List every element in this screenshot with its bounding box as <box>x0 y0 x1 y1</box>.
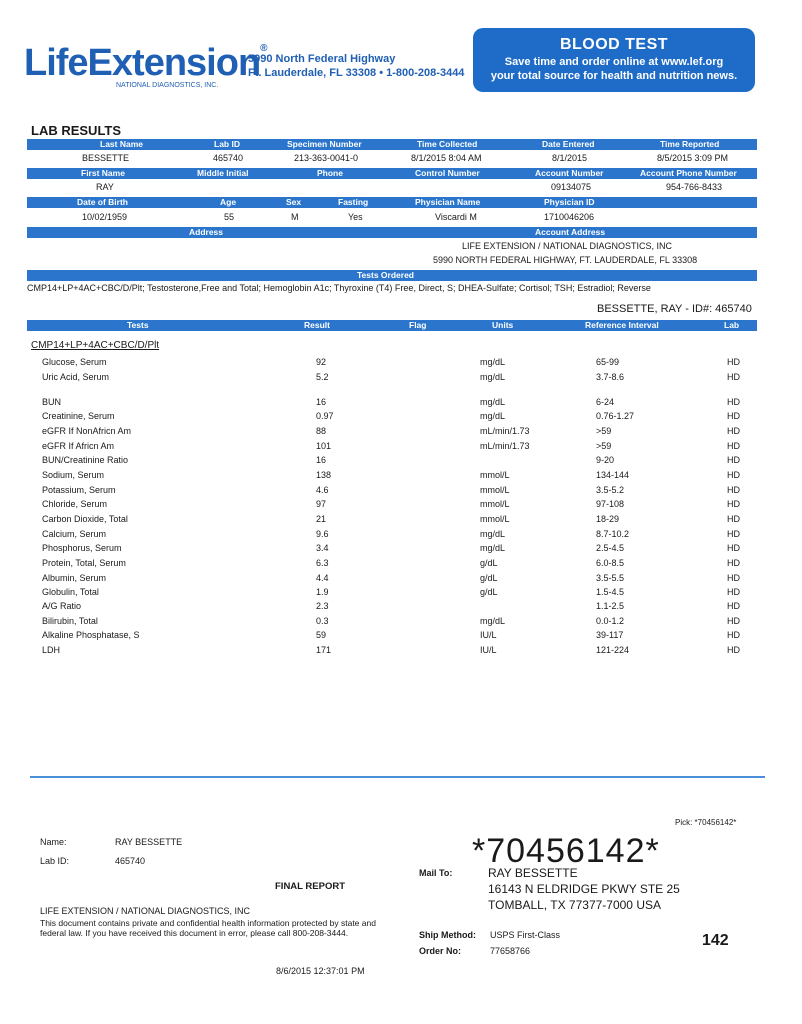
result-reference: 121-224 <box>596 645 630 655</box>
lab-id-value: 465740 <box>213 153 244 163</box>
result-units: mmol/L <box>480 470 510 480</box>
date-entered-value: 8/1/2015 <box>552 153 588 163</box>
result-lab: HD <box>727 411 740 421</box>
result-test-name: Globulin, Total <box>42 587 99 597</box>
tests-ordered-header <box>27 270 757 281</box>
result-units: mg/dL <box>480 397 506 407</box>
result-test-name: Phosphorus, Serum <box>42 543 122 553</box>
ship-method-value: USPS First-Class <box>490 930 561 940</box>
result-reference: 1.5-4.5 <box>596 587 625 597</box>
result-reference: 9-20 <box>596 455 615 465</box>
col-date-of-birth: Date of Birth <box>77 197 128 207</box>
result-units: mg/dL <box>480 357 506 367</box>
result-lab: HD <box>727 616 740 626</box>
results-header <box>27 320 757 331</box>
barcode-number: *70456142* <box>472 832 660 870</box>
final-report-label: FINAL REPORT <box>275 881 346 892</box>
result-value: 4.4 <box>316 573 329 583</box>
specimen-number-value: 213-363-0041-0 <box>294 153 359 163</box>
result-lab: HD <box>727 485 740 495</box>
result-lab: HD <box>727 426 740 436</box>
blood-test-banner <box>473 28 755 92</box>
result-units: mmol/L <box>480 499 510 509</box>
result-units: mg/dL <box>480 411 506 421</box>
page-number: 142 <box>702 932 729 949</box>
result-lab: HD <box>727 630 740 640</box>
result-test-name: Chloride, Serum <box>42 499 108 509</box>
account-number-value: 09134075 <box>551 182 592 192</box>
mail-address-2: TOMBALL, TX 77377-7000 USA <box>488 898 661 912</box>
result-reference: >59 <box>596 426 612 436</box>
banner-line1: Save time and order online at www.lef.org <box>504 56 724 68</box>
result-lab: HD <box>727 372 740 382</box>
col-physician-name: Physician Name <box>415 197 481 207</box>
result-lab: HD <box>727 397 740 407</box>
result-test-name: Bilirubin, Total <box>42 616 98 626</box>
result-value: 5.2 <box>316 372 329 382</box>
result-reference: 65-99 <box>596 357 620 367</box>
result-units: mmol/L <box>480 514 510 524</box>
result-value: 138 <box>316 470 332 480</box>
result-units: IU/L <box>480 630 497 640</box>
physician-name-value: Viscardi M <box>435 212 477 222</box>
col-time-collected: Time Collected <box>417 139 478 149</box>
patient-id-line: BESSETTE, RAY - ID#: 465740 <box>597 303 752 315</box>
logo-subtitle: NATIONAL DIAGNOSTICS, INC. <box>116 82 219 89</box>
result-test-name: eGFR If NonAfricn Am <box>42 426 132 436</box>
last-name-value: BESSETTE <box>82 153 130 163</box>
col-result: Result <box>304 320 330 330</box>
result-test-name: BUN <box>42 397 62 407</box>
result-reference: 3.5-5.5 <box>596 573 625 583</box>
col-first-name: First Name <box>81 168 125 178</box>
result-lab: HD <box>727 558 740 568</box>
patient-values-row-1 <box>27 152 757 165</box>
col-sex: Sex <box>286 197 302 207</box>
result-test-name: eGFR If Africn Am <box>42 441 115 451</box>
col-phone: Phone <box>317 168 343 178</box>
company-address-line2: Ft. Lauderdale, FL 33308 • 1-800-208-3444 <box>248 67 465 79</box>
result-test-name: Albumin, Serum <box>42 573 107 583</box>
dob-value: 10/02/1959 <box>82 212 128 222</box>
mail-to-label: Mail To: <box>419 868 453 878</box>
banner-line2: your total source for health and nutrition news. <box>490 70 738 82</box>
org-name: LIFE EXTENSION / NATIONAL DIAGNOSTICS, INC <box>40 906 251 916</box>
result-test-name: Potassium, Serum <box>42 485 116 495</box>
result-value: 16 <box>316 397 327 407</box>
sex-value: M <box>291 212 299 222</box>
account-address-line2 <box>27 254 757 267</box>
result-lab: HD <box>727 499 740 509</box>
report-timestamp: 8/6/2015 12:37:01 PM <box>276 966 365 976</box>
result-test-name: Carbon Dioxide, Total <box>42 514 128 524</box>
result-value: 88 <box>316 426 327 436</box>
result-reference: 97-108 <box>596 499 625 509</box>
result-test-name: Alkaline Phosphatase, S <box>42 630 140 640</box>
banner-title: BLOOD TEST <box>559 36 669 53</box>
company-address-line1: 5990 North Federal Highway <box>248 53 396 65</box>
result-reference: 3.7-8.6 <box>596 372 625 382</box>
patient-header-row-2 <box>27 168 757 179</box>
result-value: 4.6 <box>316 485 329 495</box>
col-age: Age <box>220 197 237 207</box>
patient-values-row-2 <box>27 181 757 194</box>
result-units: g/dL <box>480 587 498 597</box>
result-reference: 2.5-4.5 <box>596 543 625 553</box>
result-lab: HD <box>727 573 740 583</box>
time-reported-value: 8/5/2015 3:09 PM <box>657 153 729 163</box>
tests-ordered-list: CMP14+LP+4AC+CBC/D/Plt; Testosterone,Free and Total; Hemoglobin A1c; Thyroxine (T4) Free, Direct, S; DHEA-Sulfate; Cortisol; TSH; Estradiol; Reverse <box>27 283 651 293</box>
result-lab: HD <box>727 645 740 655</box>
result-reference: 134-144 <box>596 470 630 480</box>
result-test-name: LDH <box>42 645 61 655</box>
result-reference: 0.0-1.2 <box>596 616 625 626</box>
col-units: Units <box>492 320 514 330</box>
patient-header-row-1 <box>27 139 757 150</box>
result-test-name: BUN/Creatinine Ratio <box>42 455 129 465</box>
result-reference: 3.5-5.2 <box>596 485 625 495</box>
labid-label: Lab ID: <box>40 856 70 866</box>
result-lab: HD <box>727 529 740 539</box>
result-reference: 6-24 <box>596 397 615 407</box>
result-test-name: A/G Ratio <box>42 601 82 611</box>
name-value: RAY BESSETTE <box>115 837 183 847</box>
result-lab: HD <box>727 587 740 597</box>
lab-results-title: LAB RESULTS <box>31 123 122 138</box>
result-units: mg/dL <box>480 543 506 553</box>
result-test-name: Uric Acid, Serum <box>42 372 110 382</box>
pick-code: Pick: *70456142* <box>675 818 737 827</box>
order-no-label: Order No: <box>419 946 462 956</box>
account-address-line1 <box>27 240 757 253</box>
result-units: mg/dL <box>480 616 506 626</box>
physician-id-value: 1710046206 <box>544 212 595 222</box>
result-value: 101 <box>316 441 332 451</box>
result-test-name: Creatinine, Serum <box>42 411 115 421</box>
result-test-name: Sodium, Serum <box>42 470 105 480</box>
mail-name: RAY BESSETTE <box>488 866 578 880</box>
tests-ordered-label: Tests Ordered <box>357 270 415 280</box>
result-units: mL/min/1.73 <box>480 426 530 436</box>
patient-header-row-4 <box>27 227 757 238</box>
result-units: g/dL <box>480 573 498 583</box>
result-lab: HD <box>727 543 740 553</box>
col-control-number: Control Number <box>415 168 480 178</box>
panel-name: CMP14+LP+4AC+CBC/D/Plt <box>31 340 160 351</box>
first-name-value: RAY <box>96 182 114 192</box>
col-flag: Flag <box>409 320 427 330</box>
col-address: Address <box>189 227 224 237</box>
result-reference: >59 <box>596 441 612 451</box>
result-reference: 18-29 <box>596 514 620 524</box>
col-lab: Lab <box>724 320 740 330</box>
result-reference: 0.76-1.27 <box>596 411 635 421</box>
result-value: 1.9 <box>316 587 329 597</box>
result-value: 0.3 <box>316 616 329 626</box>
result-value: 6.3 <box>316 558 329 568</box>
col-fasting: Fasting <box>338 197 369 207</box>
divider-line <box>30 776 765 778</box>
time-collected-value: 8/1/2015 8:04 AM <box>411 153 482 163</box>
fasting-value: Yes <box>348 212 363 222</box>
account-address-2: 5990 NORTH FEDERAL HIGHWAY, FT. LAUDERDALE, FL 33308 <box>433 255 698 265</box>
col-account-phone: Account Phone Number <box>640 168 737 178</box>
account-address-1: LIFE EXTENSION / NATIONAL DIAGNOSTICS, INC <box>462 241 673 251</box>
disclaimer-text: This document contains private and confidential health information protected by state and federal law. If you have received this document in error, please call 800-208-3444. <box>40 918 376 939</box>
result-units: mL/min/1.73 <box>480 441 530 451</box>
col-middle-initial: Middle Initial <box>197 168 249 178</box>
company-logo: LifeExtension® <box>24 42 267 84</box>
result-value: 171 <box>316 645 332 655</box>
col-physician-id: Physician ID <box>544 197 595 207</box>
col-date-entered: Date Entered <box>542 139 595 149</box>
col-lab-id: Lab ID <box>214 139 240 149</box>
result-lab: HD <box>727 455 740 465</box>
result-units: mg/dL <box>480 372 506 382</box>
result-units: g/dL <box>480 558 498 568</box>
result-units: IU/L <box>480 645 497 655</box>
result-lab: HD <box>727 514 740 524</box>
result-units: mg/dL <box>480 529 506 539</box>
result-reference: 8.7-10.2 <box>596 529 630 539</box>
col-account-address: Account Address <box>535 227 606 237</box>
patient-header-row-3 <box>27 197 757 208</box>
patient-values-row-3 <box>27 211 757 224</box>
result-value: 0.97 <box>316 411 334 421</box>
result-value: 59 <box>316 630 327 640</box>
result-value: 92 <box>316 357 327 367</box>
result-value: 97 <box>316 499 327 509</box>
col-time-reported: Time Reported <box>660 139 720 149</box>
result-test-name: Protein, Total, Serum <box>42 558 126 568</box>
result-reference: 1.1-2.5 <box>596 601 625 611</box>
result-lab: HD <box>727 357 740 367</box>
result-value: 16 <box>316 455 327 465</box>
result-value: 21 <box>316 514 327 524</box>
col-tests: Tests <box>127 320 149 330</box>
col-specimen-number: Specimen Number <box>287 139 362 149</box>
col-last-name: Last Name <box>100 139 143 149</box>
result-value: 9.6 <box>316 529 329 539</box>
ship-method-label: Ship Method: <box>419 930 476 940</box>
result-lab: HD <box>727 441 740 451</box>
col-reference-interval: Reference Interval <box>585 320 659 330</box>
result-test-name: Glucose, Serum <box>42 357 107 367</box>
mail-address-1: 16143 N ELDRIDGE PKWY STE 25 <box>488 882 680 896</box>
name-label: Name: <box>40 837 67 847</box>
labid-value: 465740 <box>115 856 146 866</box>
order-no-value: 77658766 <box>490 946 531 956</box>
result-value: 3.4 <box>316 543 329 553</box>
result-lab: HD <box>727 601 740 611</box>
result-value: 2.3 <box>316 601 329 611</box>
result-test-name: Calcium, Serum <box>42 529 107 539</box>
age-value: 55 <box>224 212 235 222</box>
result-reference: 39-117 <box>596 630 624 640</box>
result-units: mmol/L <box>480 485 510 495</box>
account-phone-value: 954-766-8433 <box>666 182 723 192</box>
result-lab: HD <box>727 470 740 480</box>
result-reference: 6.0-8.5 <box>596 558 625 568</box>
col-account-number: Account Number <box>535 168 604 178</box>
